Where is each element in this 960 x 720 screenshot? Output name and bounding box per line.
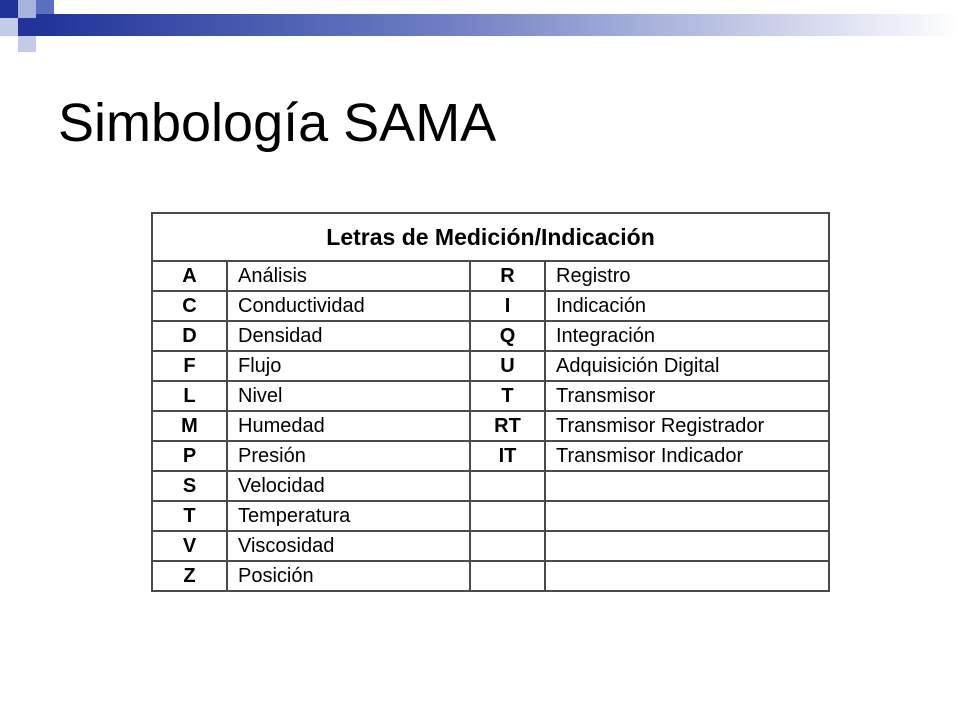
- right-label-cell: Transmisor Indicador: [545, 441, 829, 471]
- left-label-cell: Humedad: [227, 411, 470, 441]
- left-code-cell: C: [152, 291, 227, 321]
- header-gradient-band: [36, 14, 960, 36]
- left-label-cell: Análisis: [227, 261, 470, 291]
- right-label-cell: Indicación: [545, 291, 829, 321]
- right-code-cell: T: [470, 381, 545, 411]
- right-code-cell: [470, 501, 545, 531]
- measurement-letters-table: [151, 212, 830, 592]
- left-code-cell: A: [152, 261, 227, 291]
- right-label-cell: [545, 561, 829, 591]
- left-label-cell: Flujo: [227, 351, 470, 381]
- table-row: [152, 381, 829, 411]
- right-label-cell: [545, 501, 829, 531]
- table-row: [152, 411, 829, 441]
- header-square-light-3: [18, 36, 36, 52]
- right-label-cell: [545, 471, 829, 501]
- left-label-cell: Nivel: [227, 381, 470, 411]
- left-label-cell: Posición: [227, 561, 470, 591]
- header-square-light: [18, 0, 36, 18]
- left-label-cell: Velocidad: [227, 471, 470, 501]
- right-code-cell: U: [470, 351, 545, 381]
- right-code-cell: [470, 531, 545, 561]
- table-row: [152, 531, 829, 561]
- left-label-cell: Presión: [227, 441, 470, 471]
- table-row: [152, 351, 829, 381]
- header-square-light-2: [0, 18, 18, 36]
- left-code-cell: Z: [152, 561, 227, 591]
- right-code-cell: IT: [470, 441, 545, 471]
- right-label-cell: Registro: [545, 261, 829, 291]
- right-code-cell: Q: [470, 321, 545, 351]
- table-row: [152, 441, 829, 471]
- slide-header-decoration: [0, 0, 960, 60]
- header-square-mid: [36, 0, 54, 14]
- left-code-cell: M: [152, 411, 227, 441]
- header-square-dark-2: [18, 18, 36, 36]
- right-code-cell: I: [470, 291, 545, 321]
- table-row: [152, 321, 829, 351]
- header-square-dark: [0, 0, 18, 18]
- left-label-cell: Temperatura: [227, 501, 470, 531]
- left-code-cell: S: [152, 471, 227, 501]
- left-code-cell: T: [152, 501, 227, 531]
- table-row: [152, 291, 829, 321]
- right-label-cell: [545, 531, 829, 561]
- right-code-cell: RT: [470, 411, 545, 441]
- right-label-cell: Transmisor Registrador: [545, 411, 829, 441]
- left-code-cell: D: [152, 321, 227, 351]
- right-label-cell: Transmisor: [545, 381, 829, 411]
- left-label-cell: Viscosidad: [227, 531, 470, 561]
- table-heading: Letras de Medición/Indicación: [152, 213, 829, 261]
- right-code-cell: R: [470, 261, 545, 291]
- left-code-cell: P: [152, 441, 227, 471]
- right-label-cell: Integración: [545, 321, 829, 351]
- table-row: [152, 471, 829, 501]
- table-heading-row: [152, 213, 829, 261]
- left-code-cell: L: [152, 381, 227, 411]
- left-label-cell: Densidad: [227, 321, 470, 351]
- table-row: [152, 561, 829, 591]
- left-code-cell: F: [152, 351, 227, 381]
- slide-title: Simbología SAMA: [58, 93, 497, 153]
- table-row: [152, 261, 829, 291]
- left-code-cell: V: [152, 531, 227, 561]
- table-row: [152, 501, 829, 531]
- left-label-cell: Conductividad: [227, 291, 470, 321]
- right-code-cell: [470, 471, 545, 501]
- right-label-cell: Adquisición Digital: [545, 351, 829, 381]
- right-code-cell: [470, 561, 545, 591]
